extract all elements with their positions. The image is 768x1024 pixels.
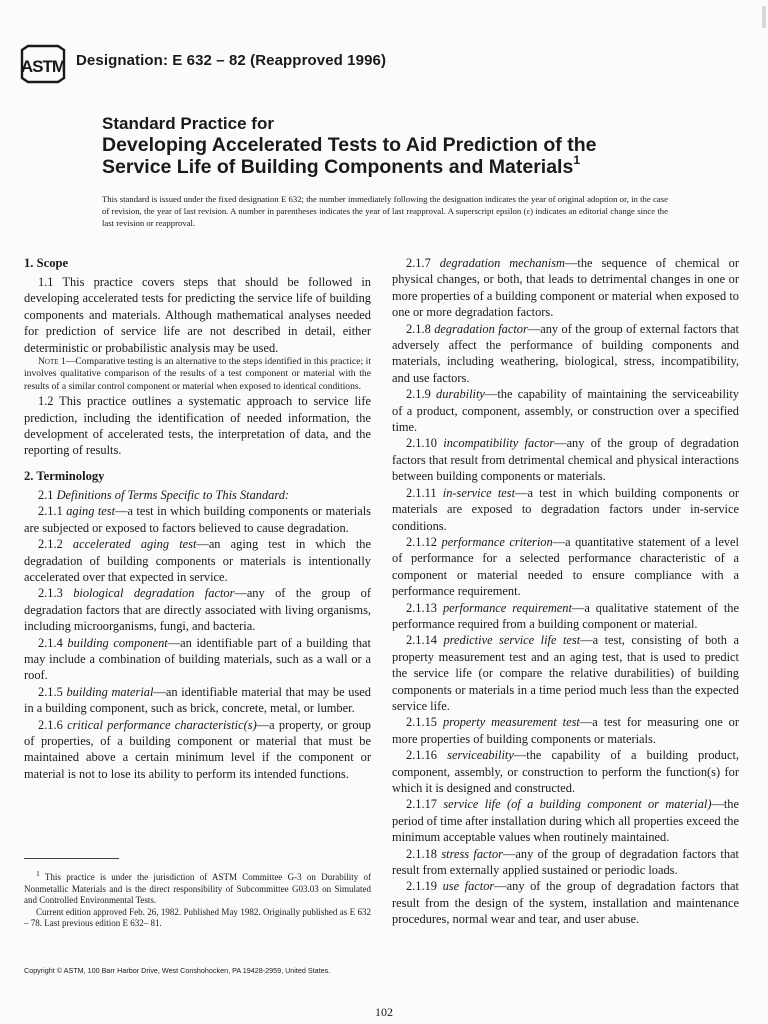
title-footnote-ref: 1 — [573, 152, 581, 167]
definition-2-1-10: 2.1.10 incompatibility factor—any of the group of degradation factors that result from detrimental chemical and physical interactions between building components or materials. — [392, 436, 739, 484]
definition-2-1-15: 2.1.15 property measurement test—a test for measuring one or more properties of building components or materials. — [392, 715, 739, 746]
footnote-divider — [24, 858, 119, 859]
section-1-2: 1.2 This practice outlines a systematic approach to service life prediction, including the identification of needed information, the development of accelerated tests, the interpretation of data, and the reporting of results. — [24, 394, 371, 458]
definition-2-1-19: 2.1.19 use factor—any of the group of degradation factors that result from the design of the system, installation and maintenance procedures, normal wear and tear, and user abuse. — [392, 879, 739, 927]
note-1: Note 1—Comparative testing is an alternative to the steps identified in this practice; it involves qualitative comparison of the results of a test component or material with the results of a similar control component or material when exposed to identical conditions. — [24, 356, 371, 392]
definition-2-1-2: 2.1.2 accelerated aging test—an aging test in which the degradation of building components or materials is intentionally accelerated over that expected in service. — [24, 537, 371, 584]
scope-heading: 1. Scope — [24, 256, 69, 270]
note-1-label: Note 1 — [38, 356, 66, 368]
issuance-note: This standard is issued under the fixed designation E 632; the number immediately following the designation indicates the year of original adoption or, in the case of revision, the year of last revision. A number in parentheses indicates the year of last reapproval. A superscript epsilon (ε) indicates an editorial change since the last revision or reapproval. — [102, 194, 668, 228]
definition-2-1-6: 2.1.6 critical performance characteristic(s)—a property, or group of properties, of a building component or material that must be maintained above a certain minimum level if the component or material is not to lose its ability to perform its intended functions. — [24, 717, 371, 781]
footnotes — [24, 868, 371, 930]
footnote-edition: Current edition approved Feb. 26, 1982. Published May 1982. Originally published as E 632 – 78. Last previous edition E 632– 81. — [24, 906, 371, 928]
definition-2-1-1: 2.1.1 aging test—a test in which building components or materials are subjected or exposed to factors believed to cause degradation. — [24, 504, 371, 535]
definition-2-1-8: 2.1.8 degradation factor—any of the group of external factors that adversely affect the performance of building components and materials, including weathering, biological, stress, incompatibility, and use factors. — [392, 321, 739, 385]
definition-2-1-3: 2.1.3 biological degradation factor—any of the group of degradation factors that are directly associated with living organisms, including microorganisms, fungi, and bacteria. — [24, 586, 371, 634]
copyright-line: Copyright © ASTM, 100 Barr Harbor Drive, West Conshohocken, PA 19428-2959, United States. — [24, 966, 331, 975]
definition-2-1-13: 2.1.13 performance requirement—a qualitative statement of the performance required from a building component or material. — [392, 600, 739, 631]
title-line-2: Developing Accelerated Tests to Aid Prediction of the — [102, 134, 597, 156]
definition-2-1: 2.1 Definitions of Terms Specific to This Standard: — [38, 487, 290, 502]
definition-2-1-4: 2.1.4 building component—an identifiable part of a building that may include a combination of building materials, such as a wall or a roof. — [24, 635, 371, 683]
right-column — [392, 255, 739, 928]
definition-2-1-5: 2.1.5 building material—an identifiable material that may be used in a building component, such as brick, concrete, metal, or lumber. — [24, 684, 371, 716]
astm-logo — [18, 44, 68, 84]
designation: Designation: E 632 – 82 (Reapproved 1996) — [76, 52, 387, 69]
title-line-3: Service Life of Building Components and Materials$^1$ — [102, 152, 581, 178]
definition-2-1-7: 2.1.7 degradation mechanism—the sequence of chemical or physical changes, or both, that leads to detrimental changes in one or more properties of a building component or material when exposed to one or more degradation factors. — [392, 256, 740, 320]
definition-2-1-12: 2.1.12 performance criterion—a quantitative statement of a level of performance for a selected performance characteristic of a component or material needed to ensure compliance with a performance requirement. — [392, 534, 739, 599]
terminology-heading: 2. Terminology — [24, 468, 105, 483]
definition-2-1-16: 2.1.16 serviceability—the capability of a building product, component, assembly, or construction to perform the function(s) for which it is designed and constructed. — [392, 748, 739, 795]
document-title — [102, 114, 702, 178]
scan-edge-mark — [762, 6, 766, 28]
footnote-1: $^1$ This practice is under the jurisdiction of ASTM Committee G-3 on Durability of Nonmetallic Materials and is the direct responsibility of Subcommittee G03.03 on Simulated and Controlled Environmental Tests. — [24, 869, 372, 905]
left-column — [24, 255, 371, 782]
title-line-1: Standard Practice for — [102, 114, 274, 133]
svg-text:ASTM: ASTM — [20, 57, 66, 76]
section-1-1: 1.1 This practice covers steps that should be followed in developing accelerated tests for predicting the service life of building components and materials. Although mathematical analyses needed for prediction of service life are not described in detail, either deterministic or probabilistic analysis may be used. — [24, 275, 371, 355]
definition-2-1-11: 2.1.11 in-service test—a test in which building components or materials are exposed to degradation factors under in-service conditions. — [392, 485, 739, 533]
definition-2-1-9: 2.1.9 durability—the capability of maintaining the serviceability of a product, component, assembly, or construction over a specified time. — [392, 387, 739, 435]
definition-2-1-14: 2.1.14 predictive service life test—a test, consisting of both a property measurement test and an aging test, that is used to predict the service life (or compare the relative durabilities) of building components or materials in a time period much less than the expected service life. — [392, 633, 739, 713]
definition-2-1-17: 2.1.17 service life (of a building component or material)—the period of time after installation during which all properties exceed the minimum acceptable values when routinely maintained. — [392, 797, 739, 845]
page-number: 102 — [375, 1005, 393, 1019]
definition-2-1-18: 2.1.18 stress factor—any of the group of degradation factors that result from externally applied sustained or periodic loads. — [392, 846, 739, 878]
